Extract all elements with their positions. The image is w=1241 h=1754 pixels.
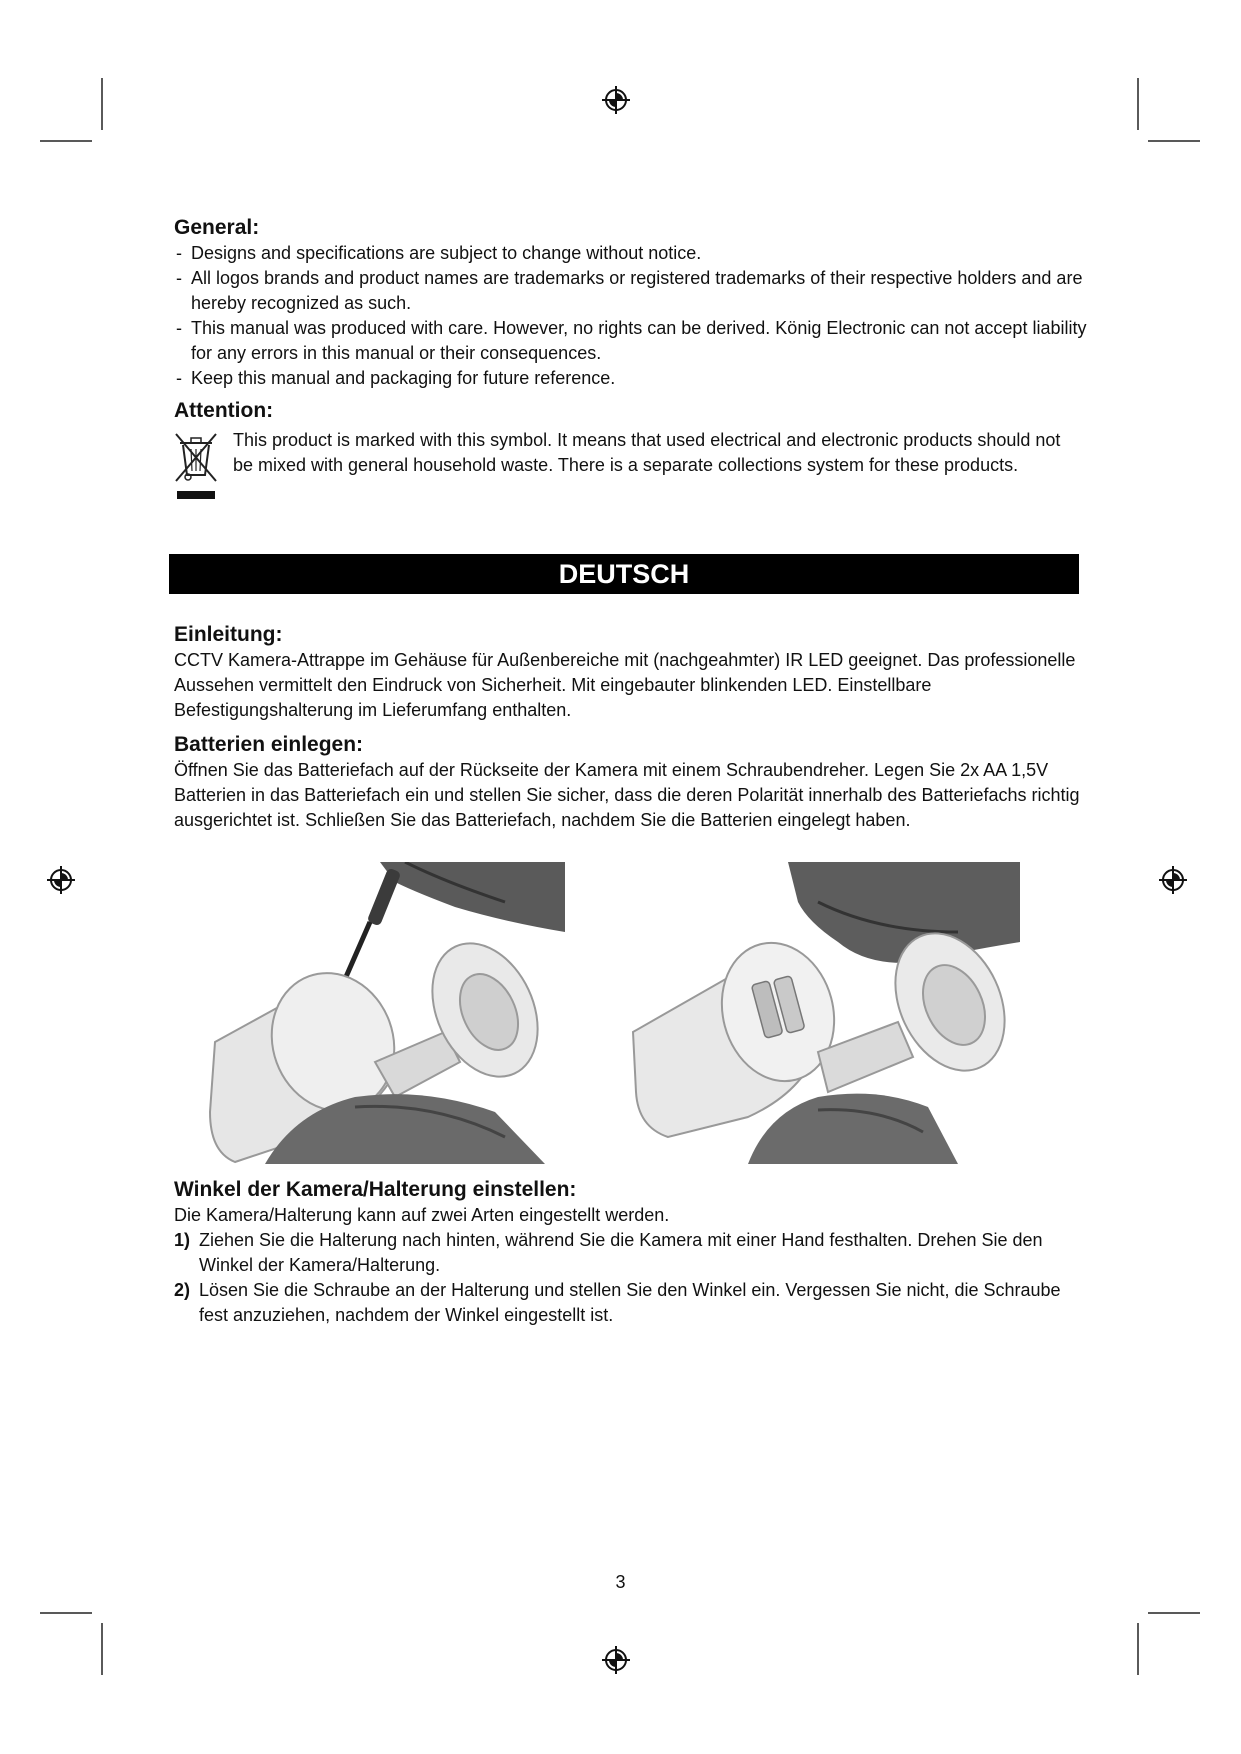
einleitung-text: CCTV Kamera-Attrappe im Gehäuse für Außenbereiche mit (nachgeahmter) IR LED geeignet. Das professionelle Aussehen vermittelt den Eindruck von Sicherheit. Mit eingebauter blinkenden LED. Einstellbare Befestigungshalterung im Lieferumfang enthalten. [174,650,1076,720]
registration-mark-right-icon [1158,865,1188,895]
batterien-text: Öffnen Sie das Batteriefach auf der Rückseite der Kamera mit einem Schraubendreher. Legen Sie 2x AA 1,5V Batterien in das Batteriefach ein und stellen Sie sicher, dass die deren Polarität innerhalb des Batteriefachs richtig ausgerichtet ist. Schließen Sie das Batteriefach, nachdem Sie die Batterien eingelegt haben. [174,760,1080,830]
weee-block [174,428,1094,508]
step-text: Lösen Sie die Schraube an der Halterung und stellen Sie den Winkel ein. Vergessen Sie nicht, die Schraube fest anzuziehen, nachdem der Winkel eingestellt ist. [199,1280,1061,1325]
photo-open-battery-compartment [205,862,565,1164]
batterien-section [174,732,1094,833]
batterien-heading: Batterien einlegen: [174,733,364,756]
winkel-intro: Die Kamera/Halterung kann auf zwei Arten eingestellt werden. [174,1205,670,1225]
general-section [174,215,1094,391]
step-number: 2) [174,1280,191,1300]
winkel-section [174,1177,1094,1328]
crop-mark-bottom-right [1130,1605,1202,1677]
crop-mark-top-right [1130,78,1202,150]
weee-text: This product is marked with this symbol. It means that used electrical and electronic products should not be mixed with general household waste. There is a separate collections system for these products. [233,430,1061,475]
step-text: Ziehen Sie die Halterung nach hinten, während Sie die Kamera mit einer Hand festhalten. Drehen Sie den Winkel der Kamera/Halterung. [199,1230,1043,1275]
list-item: - All logos brands and product names are trademarks or registered trademarks of their respective holders and are hereby recognized as such. [174,266,1094,316]
list-item [174,1278,1094,1328]
crop-mark-bottom-left [40,1605,110,1677]
page-number: 3 [615,1572,626,1592]
list-item: - Designs and specifications are subject to change without notice. [174,241,1094,266]
einleitung-heading: Einleitung: [174,623,283,646]
step-number: 1) [174,1230,191,1250]
crop-mark-top-left [40,78,110,150]
list-item: - Keep this manual and packaging for future reference. [174,366,1094,391]
list-item: - This manual was produced with care. However, no rights can be derived. König Electronic can not accept liability for any errors in this manual or their consequences. [174,316,1094,366]
einleitung-section [174,622,1094,723]
attention-section [174,398,1094,475]
registration-mark-top-icon [601,85,631,115]
photo-insert-batteries [628,862,1020,1164]
winkel-heading: Winkel der Kamera/Halterung einstellen: [174,1178,577,1201]
attention-heading: Attention: [174,399,274,422]
winkel-steps [174,1228,1094,1328]
registration-mark-bottom-icon [601,1645,631,1675]
registration-mark-left-icon [46,865,76,895]
language-banner: DEUTSCH [169,554,1079,594]
crossed-bin-icon [174,431,218,503]
general-list [174,241,1094,391]
general-heading: General: [174,216,260,239]
list-item [174,1228,1094,1278]
